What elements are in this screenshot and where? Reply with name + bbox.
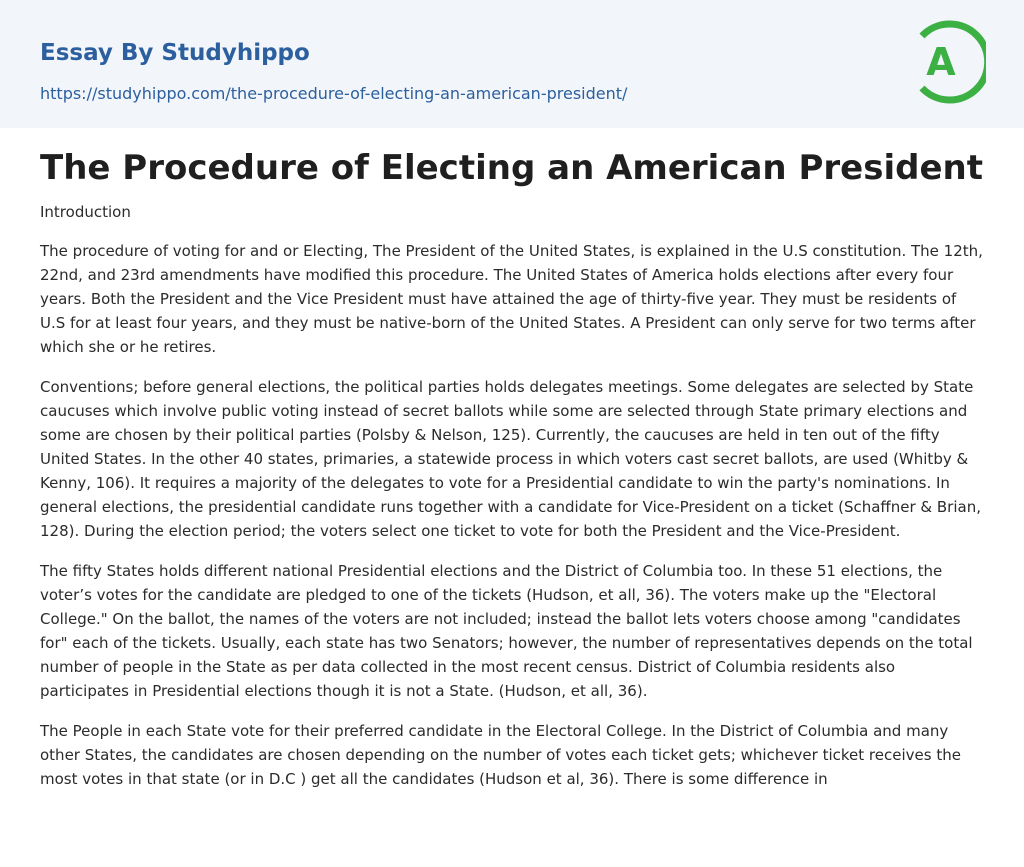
paragraph-1: The procedure of voting for and or Electing, The President of the United States, is explained in the U.S constitution. The 12th, 22nd, and 23rd amendments have modified this procedure. The United States of America holds elections after every four years. Both the President and the Vice President must have attained the age of thirty-five year. They must be residents of U.S for at least four years, and they must be native-born of the United States. A President can only serve for two terms after which she or he retires.	[40, 242, 983, 356]
site-name[interactable]: Essay By Studyhippo	[40, 40, 310, 66]
article-title: The Procedure of Electing an American President	[40, 148, 983, 188]
paragraph-4: The People in each State vote for their preferred candidate in the Electoral College. In the District of Columbia and many other States, the candidates are chosen depending on the number of votes each ticket gets; whichever ticket receives the most votes in that state (or in D.C ) get all the candidates (Hudson et al, 36). There is some difference in	[40, 722, 961, 788]
section-label: Introduction	[40, 203, 131, 221]
article-url-link[interactable]: https://studyhippo.com/the-procedure-of-electing-an-american-president/	[40, 84, 628, 103]
logo-letter: A	[926, 40, 956, 84]
paragraph-3: The fifty States holds different national Presidential elections and the District of Columbia too. In these 51 elections, the voter’s votes for the candidate are pledged to one of the tickets (Hudson, et all, 36). The voters make up the "Electoral College." On the ballot, the names of the voters are not included; instead the ballot lets voters choose among "candidates for" each of the tickets. Usually, each state has two Senators; however, the number of representatives depends on the total number of people in the State as per data collected in the most recent census. District of Columbia residents also participates in Presidential elections though it is not a State. (Hudson, et all, 36).	[40, 562, 973, 700]
paragraph-2: Conventions; before general elections, the political parties holds delegates meetings. Some delegates are selected by State caucuses which involve public voting instead of secret ballots while some are selected through State primary elections and some are chosen by their political parties (Polsby & Nelson, 125). Currently, the caucuses are held in ten out of the fifty United States. In the other 40 states, primaries, a statewide process in which voters cast secret ballots, are used (Whitby & Kenny, 106). It requires a majority of the delegates to vote for a Presidential candidate to win the party's nominations. In general elections, the presidential candidate runs together with a candidate for Vice-President on a ticket (Schaffner & Brian, 128). During the election period; the voters select one ticket to vote for both the President and the Vice-President.	[40, 378, 981, 540]
